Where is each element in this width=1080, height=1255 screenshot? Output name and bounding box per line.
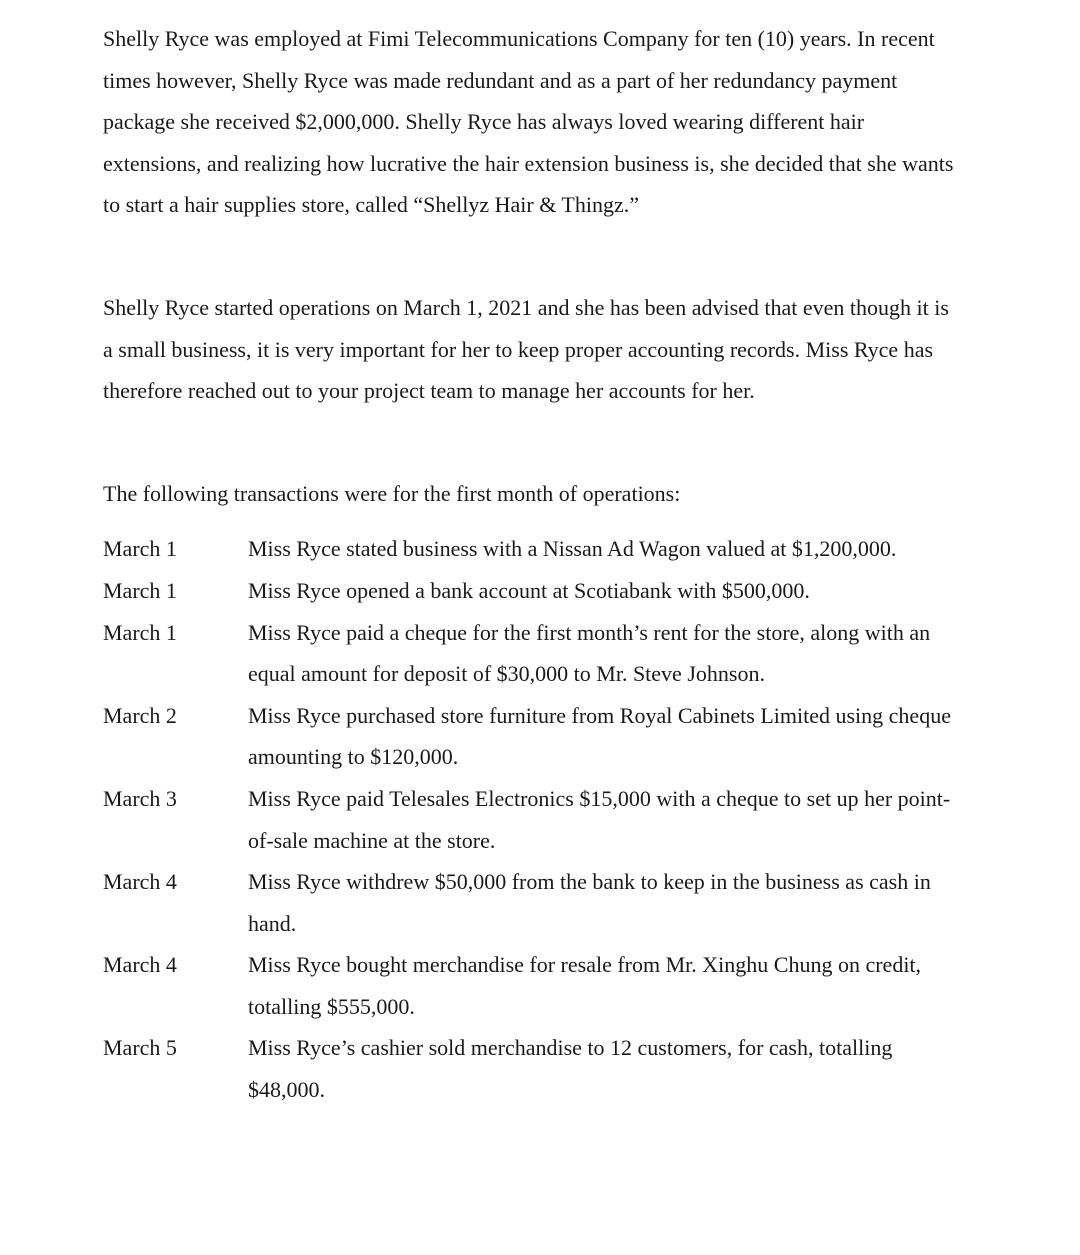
transaction-description: Miss Ryce paid a cheque for the first month’s rent for the store, along with an equal amount for deposit of $30,000 to Mr. Steve Johnson. [248,619,931,687]
operations-line: Shelly Ryce started operations on March 1, 2021 and she has been advised that even though it is [103,294,949,320]
transaction-row [103,861,1043,944]
intro-line: times however, Shelly Ryce was made redundant and as a part of her redundancy payment [103,67,898,93]
transaction-row [103,778,1043,861]
transaction-date: March 3 [103,785,177,811]
transaction-date: March 2 [103,702,177,728]
transaction-row [103,570,1043,612]
transaction-row [103,1027,1043,1110]
transaction-description: Miss Ryce purchased store furniture from Royal Cabinets Limited using cheque amounting to $120,000. [248,702,951,770]
operations-paragraph [103,287,1043,412]
intro-paragraph [103,18,1043,226]
transaction-date: March 4 [103,952,177,978]
transaction-date: March 5 [103,1035,177,1061]
transaction-row [103,528,1043,570]
transactions-heading: The following transactions were for the first month of operations: [103,480,681,506]
intro-line: to start a hair supplies store, called “Shellyz Hair & Thingz.” [103,192,639,218]
transaction-description: Miss Ryce paid Telesales Electronics $15,000 with a cheque to set up her point- of-sale machine at the store. [248,785,951,853]
transaction-row [103,612,1043,695]
transaction-row [103,944,1043,1027]
transaction-description: Miss Ryce stated business with a Nissan Ad Wagon valued at $1,200,000. [248,536,897,562]
transactions-list [103,528,1043,1110]
transaction-date: March 1 [103,577,177,603]
intro-line: package she received $2,000,000. Shelly Ryce has always loved wearing different hair [103,109,865,135]
transaction-date: March 4 [103,869,177,895]
transaction-date: March 1 [103,536,177,562]
intro-line: Shelly Ryce was employed at Fimi Telecommunications Company for ten (10) years. In recent [103,26,935,51]
transaction-description: Miss Ryce bought merchandise for resale from Mr. Xinghu Chung on credit, totalling $555,000. [248,952,922,1019]
transaction-description: Miss Ryce withdrew $50,000 from the bank to keep in the business as cash in hand. [248,869,931,936]
operations-line: a small business, it is very important for her to keep proper accounting records. Miss Ryce has [103,336,934,362]
operations-line: therefore reached out to your project team to manage her accounts for her. [103,378,755,404]
transaction-description: Miss Ryce’s cashier sold merchandise to 12 customers, for cash, totalling $48,000. [248,1035,893,1103]
document-page [103,18,1043,1111]
transaction-description: Miss Ryce opened a bank account at Scotiabank with $500,000. [248,577,810,603]
intro-line: extensions, and realizing how lucrative the hair extension business is, she decided that she wants [103,150,954,176]
transaction-row [103,695,1043,778]
transaction-date: March 1 [103,619,177,645]
